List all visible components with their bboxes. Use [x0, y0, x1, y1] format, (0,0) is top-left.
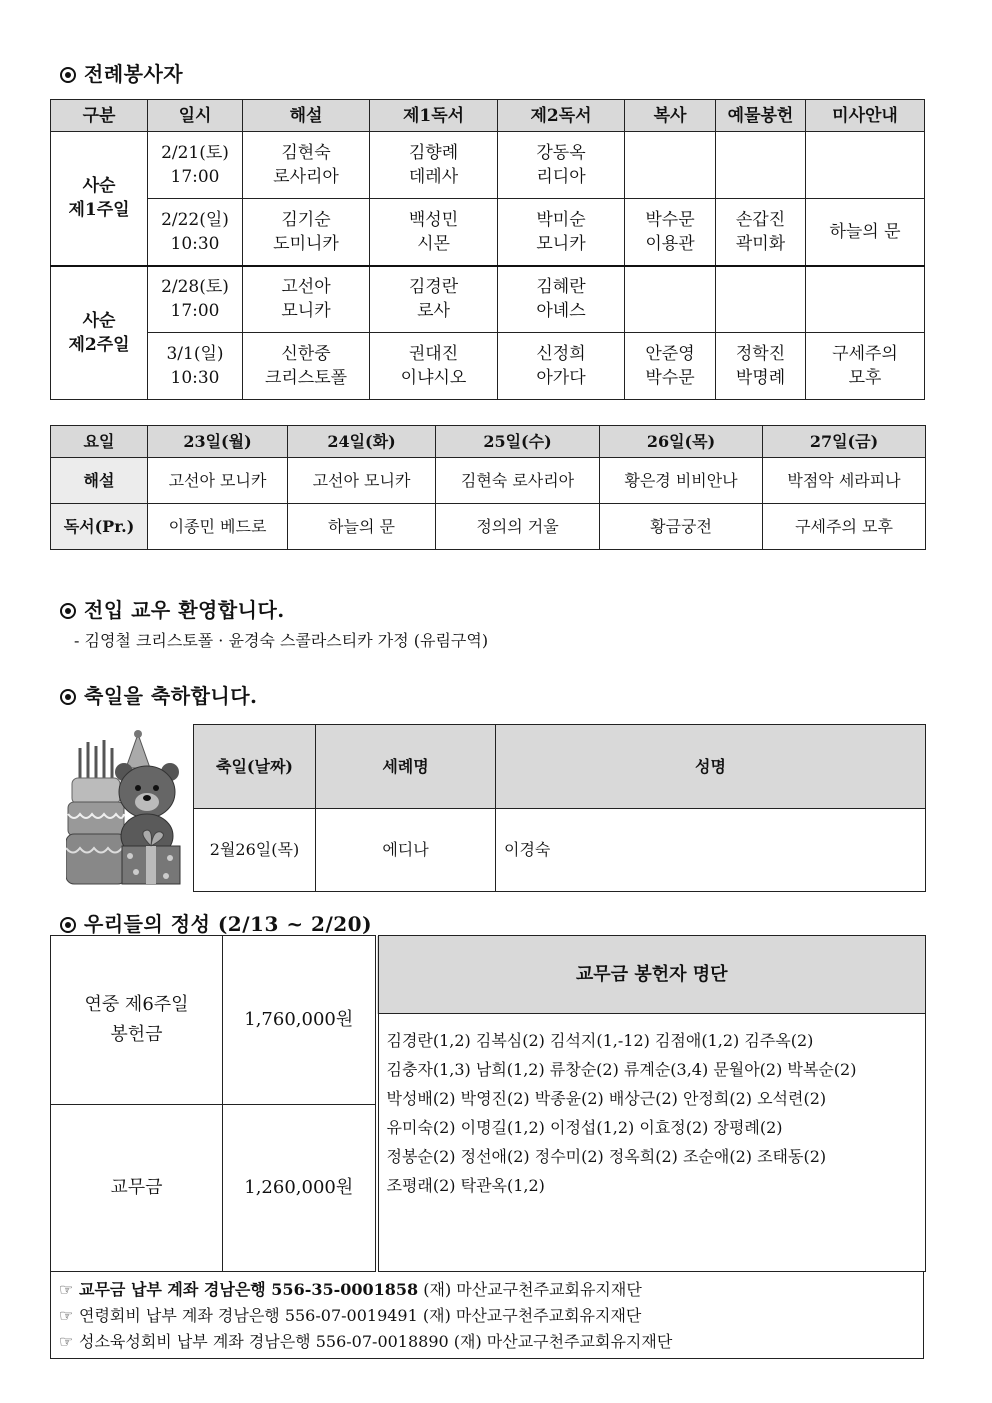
birthday-bear-cake-icon [66, 728, 184, 888]
offertory-cell [716, 266, 806, 333]
pointing-hand-icon: ☞ [59, 1280, 74, 1299]
server-cell: 박수문 이용관 [625, 199, 716, 266]
server-cell: 안준영 박수문 [625, 333, 716, 400]
row-label: 독서(Pr.) [51, 504, 148, 550]
header-cell: 23일(월) [148, 426, 288, 458]
offertory-cell: 손갑진 곽미화 [716, 199, 806, 266]
weekday-servers-table [50, 425, 926, 550]
baptismal-name-cell: 에디나 [316, 809, 496, 892]
circle-bullet-icon [60, 917, 76, 933]
header-cell: 구분 [51, 100, 148, 132]
header-cell: 해설 [243, 100, 370, 132]
header-cell: 축일(날짜) [194, 725, 316, 809]
table-row [51, 266, 925, 333]
row-label: 해설 [51, 458, 148, 504]
reading1-cell: 김향례 데레사 [370, 132, 498, 199]
header-cell: 세례명 [316, 725, 496, 809]
notice-line: ☞ 연령회비 납부 계좌 경남은행 556-07-0019491 (재) 마산교구천주교회유지재단 [59, 1303, 923, 1329]
header-cell: 24일(화) [288, 426, 436, 458]
table-row [51, 199, 925, 266]
header-cell: 제1독서 [370, 100, 498, 132]
circle-bullet-icon [60, 603, 76, 619]
dues-label: 교무금 [51, 1105, 223, 1272]
commentator-cell: 고선아 모니카 [243, 266, 370, 333]
section-title-welcome [60, 594, 285, 623]
section-title-text: 축일을 축하합니다. [84, 684, 258, 708]
sunday-offering-label: 연중 제6주일 봉헌금 [51, 936, 223, 1105]
table-cell: 하늘의 문 [288, 504, 436, 550]
welcome-family-line: - 김영철 크리스토폴 · 윤경숙 스콜라스티카 가정 (유림구역) [74, 631, 489, 650]
server-cell [625, 266, 716, 333]
list-item: 박성배(2) 박영진(2) 박종윤(2) 배상근(2) 안정희(2) 오석련(2) [386, 1089, 827, 1108]
reading2-cell: 박미순 모니카 [498, 199, 625, 266]
list-item: 조평래(2) 탁관옥(1,2) [386, 1176, 545, 1195]
table-header-row [51, 100, 925, 132]
sunday-offering-amount: 1,760,000원 [223, 936, 377, 1105]
reading2-cell: 김혜란 아녜스 [498, 266, 625, 333]
header-cell: 예물봉헌 [716, 100, 806, 132]
section-title-text: 우리들의 정성 (2/13 ~ 2/20) [84, 912, 373, 936]
table-row [51, 504, 926, 550]
list-item: 유미숙(2) 이명길(1,2) 이정섭(1,2) 이효정(2) 장평례(2) [386, 1118, 783, 1137]
header-cell: 27일(금) [763, 426, 926, 458]
section-title-feast [60, 680, 258, 709]
table-row [194, 809, 926, 892]
reading1-cell: 김경란 로사 [370, 266, 498, 333]
table-header-row [194, 725, 926, 809]
liturgy-servers-table [50, 99, 925, 400]
circle-bullet-icon [60, 67, 76, 83]
reading2-cell: 신정희 아가다 [498, 333, 625, 400]
section-title-liturgy [60, 58, 183, 87]
header-cell: 제2독서 [498, 100, 625, 132]
feast-day-table [193, 724, 926, 892]
list-item: 김경란(1,2) 김복심(2) 김석지(1,-12) 김점애(1,2) 김주옥(2) [386, 1031, 814, 1050]
table-row [51, 333, 925, 400]
list-item: 김충자(1,3) 남희(1,2) 류창순(2) 류계순(3,4) 문월아(2) 박복순(2) [386, 1060, 857, 1079]
usher-cell: 구세주의 모후 [806, 333, 925, 400]
reading1-cell: 백성민 시몬 [370, 199, 498, 266]
table-cell: 황은경 비비안나 [600, 458, 763, 504]
section-title-text: 전입 교우 환영합니다. [84, 598, 285, 622]
header-cell: 복사 [625, 100, 716, 132]
table-header-row [51, 426, 926, 458]
header-cell: 성명 [496, 725, 926, 809]
table-cell: 박점악 세라피나 [763, 458, 926, 504]
offertory-cell [716, 132, 806, 199]
offertory-cell: 정학진 박명례 [716, 333, 806, 400]
pointing-hand-icon: ☞ [59, 1306, 74, 1325]
header-cell: 26일(목) [600, 426, 763, 458]
server-cell [625, 132, 716, 199]
feast-date-cell: 2월26일(목) [194, 809, 316, 892]
commentator-cell: 김기순 도미니카 [243, 199, 370, 266]
table-row [51, 936, 926, 1014]
week-label: 사순 제1주일 [51, 132, 148, 266]
notice-line: ☞ 성소육성회비 납부 계좌 경남은행 556-07-0018890 (재) 마산교구천주교회유지재단 [59, 1329, 923, 1355]
donor-list [377, 1014, 926, 1272]
table-row [51, 458, 926, 504]
circle-bullet-icon [60, 689, 76, 705]
table-cell: 고선아 모니카 [148, 458, 288, 504]
date-cell: 2/21(토) 17:00 [148, 132, 243, 199]
table-row [51, 132, 925, 199]
table-cell: 김현숙 로사리아 [436, 458, 600, 504]
table-cell: 구세주의 모후 [763, 504, 926, 550]
list-item: 정봉순(2) 정선애(2) 정수미(2) 정옥희(2) 조순애(2) 조태동(2) [386, 1147, 827, 1166]
reading2-cell: 강동옥 리디아 [498, 132, 625, 199]
date-cell: 2/28(토) 17:00 [148, 266, 243, 333]
week-label: 사순 제2주일 [51, 266, 148, 400]
notice-line: ☞ 교무금 납부 계좌 경남은행 556-35-0001858 (재) 마산교구천주교회유지재단 [59, 1277, 923, 1303]
table-cell: 이종민 베드로 [148, 504, 288, 550]
bank-account-notice [50, 1271, 924, 1359]
table-cell: 정의의 거울 [436, 504, 600, 550]
reading1-cell: 권대진 이냐시오 [370, 333, 498, 400]
pointing-hand-icon: ☞ [59, 1332, 74, 1351]
header-cell: 일시 [148, 100, 243, 132]
date-cell: 3/1(일) 10:30 [148, 333, 243, 400]
table-cell: 황금궁전 [600, 504, 763, 550]
usher-cell: 하늘의 문 [806, 199, 925, 266]
full-name-cell: 이경숙 [496, 809, 926, 892]
commentator-cell: 김현숙 로사리아 [243, 132, 370, 199]
usher-cell [806, 266, 925, 333]
commentator-cell: 신한중 크리스토폴 [243, 333, 370, 400]
section-title-text: 전례봉사자 [84, 62, 184, 86]
header-cell: 요일 [51, 426, 148, 458]
header-cell: 25일(수) [436, 426, 600, 458]
usher-cell [806, 132, 925, 199]
date-cell: 2/22(일) 10:30 [148, 199, 243, 266]
dues-amount: 1,260,000원 [223, 1105, 377, 1272]
table-cell: 고선아 모니카 [288, 458, 436, 504]
section-title-offerings [60, 908, 372, 937]
donor-list-header: 교무금 봉헌자 명단 [377, 936, 926, 1014]
offerings-table [50, 935, 926, 1272]
header-cell: 미사안내 [806, 100, 925, 132]
